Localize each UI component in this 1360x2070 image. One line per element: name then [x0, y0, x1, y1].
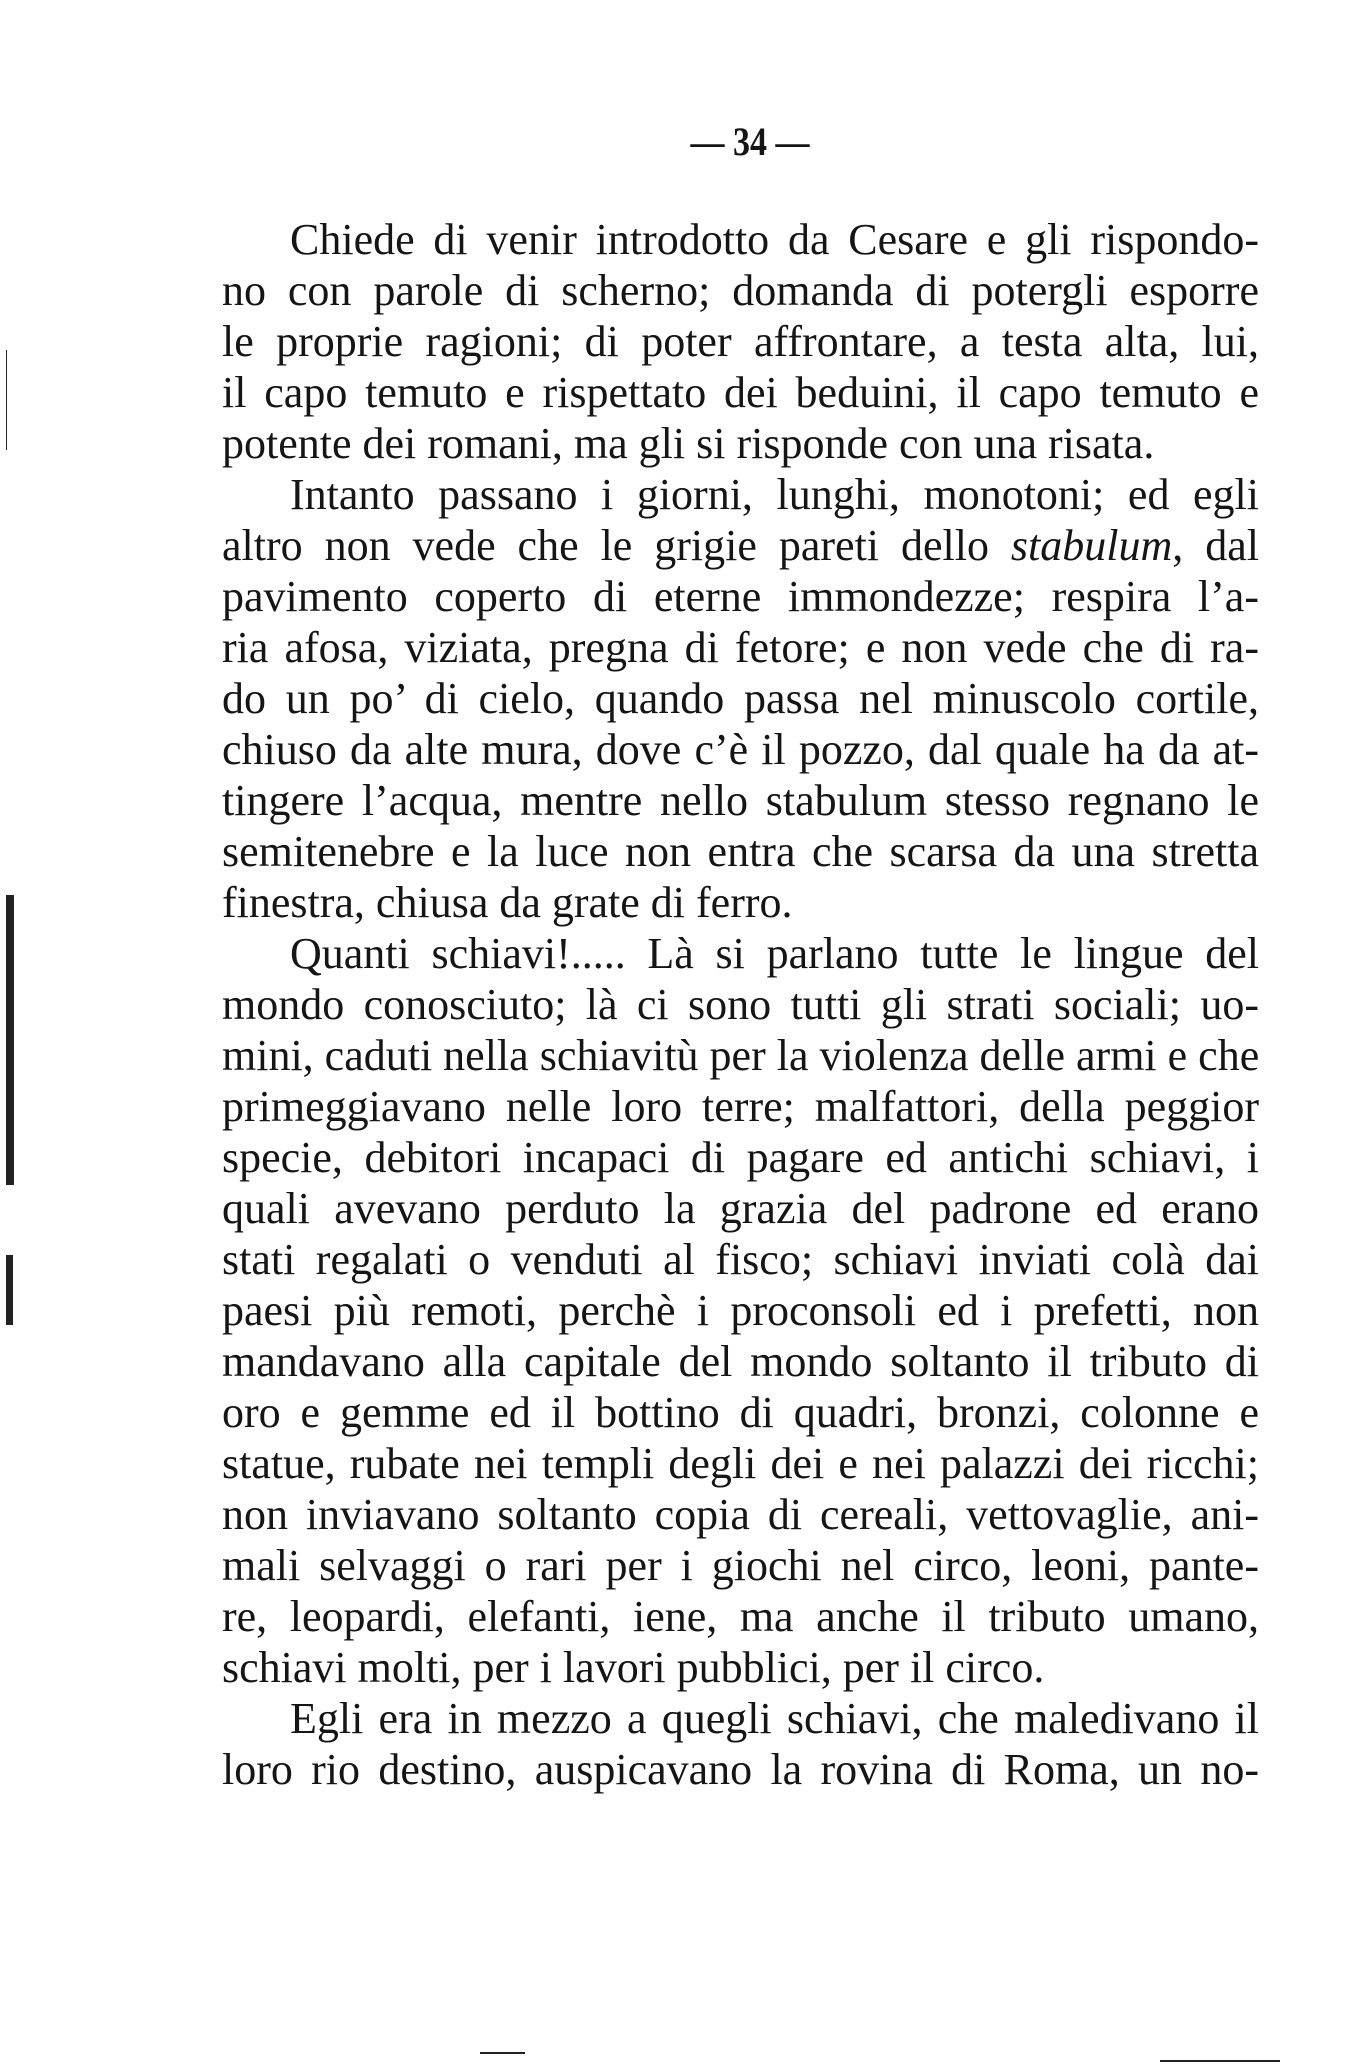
text-line [222, 775, 1259, 826]
text-line [222, 724, 1259, 775]
text-segment: altro non vede che le grigie pareti dello [222, 521, 1011, 570]
text-line [222, 1030, 1259, 1081]
text-line [222, 367, 1259, 418]
text-line [222, 1234, 1259, 1285]
text-line [222, 1081, 1259, 1132]
text-segment: Intanto passano i giorni, lunghi, monotoni; ed egli [290, 470, 1259, 519]
text-line [222, 1183, 1259, 1234]
text-segment: paesi più remoti, perchè i proconsoli ed i prefetti, non [222, 1286, 1259, 1335]
text-segment: mondo conosciuto; là ci sono tutti gli strati sociali; uo- [222, 980, 1259, 1029]
text-line [222, 928, 1259, 979]
text-segment: re, leopardi, elefanti, iene, ma anche il tributo umano, [222, 1592, 1259, 1641]
text-segment: Egli era in mezzo a quegli schiavi, che maledivano il [290, 1694, 1259, 1743]
text-segment: loro rio destino, auspicavano la rovina di Roma, un no- [222, 1745, 1259, 1794]
text-line [222, 214, 1259, 265]
text-line [222, 1132, 1259, 1183]
body-text [222, 214, 1259, 1795]
text-line [222, 1336, 1259, 1387]
text-line [222, 979, 1259, 1030]
scan-artifact [1160, 2060, 1280, 2062]
text-segment: semitenebre e la luce non entra che scarsa da una stretta [222, 827, 1259, 876]
text-segment: primeggiavano nelle loro terre; malfattori, della peggior [222, 1082, 1259, 1131]
text-line [222, 1540, 1259, 1591]
text-line [222, 571, 1259, 622]
scan-artifact [6, 1255, 13, 1325]
text-segment: mandavano alla capitale del mondo soltanto il tributo di [222, 1337, 1259, 1386]
text-segment: finestra, chiusa da grate di ferro. [222, 878, 793, 927]
text-line [222, 1285, 1259, 1336]
text-segment: specie, debitori incapaci di pagare ed antichi schiavi, i [222, 1133, 1259, 1182]
text-segment: Quanti schiavi!..... Là si parlano tutte le lingue del [290, 929, 1259, 978]
text-segment: tingere l’acqua, mentre nello stabulum stesso regnano le [222, 776, 1259, 825]
text-segment: Chiede di venir introdotto da Cesare e gli rispondo- [290, 215, 1259, 264]
text-segment: le proprie ragioni; di poter affrontare, a testa alta, lui, [222, 317, 1259, 366]
text-segment: statue, rubate nei templi degli dei e nei palazzi dei ricchi; [222, 1439, 1259, 1488]
text-line [222, 1693, 1259, 1744]
text-segment: , dal [1172, 521, 1259, 570]
text-line [222, 520, 1259, 571]
text-segment: il capo temuto e rispettato dei beduini, il capo temuto e [222, 368, 1259, 417]
text-line [222, 622, 1259, 673]
text-segment: do un po’ di cielo, quando passa nel minuscolo cortile, [222, 674, 1259, 723]
text-line [222, 1642, 1259, 1693]
text-segment: quali avevano perduto la grazia del padrone ed erano [222, 1184, 1259, 1233]
text-line [222, 673, 1259, 724]
text-segment: mali selvaggi o rari per i giochi nel circo, leoni, pante- [222, 1541, 1259, 1590]
text-segment: potente dei romani, ma gli si risponde con una risata. [222, 419, 1155, 468]
scan-artifact [6, 350, 7, 450]
text-line [222, 826, 1259, 877]
page-number: — 34 — [690, 119, 810, 164]
text-line [222, 1387, 1259, 1438]
text-line [222, 469, 1259, 520]
text-line [222, 1591, 1259, 1642]
text-line [222, 418, 1259, 469]
text-segment: oro e gemme ed il bottino di quadri, bronzi, colonne e [222, 1388, 1259, 1437]
text-segment: pavimento coperto di eterne immondezze; respira l’a- [222, 572, 1259, 621]
text-line [222, 1744, 1259, 1795]
text-line [222, 1438, 1259, 1489]
text-segment: no con parole di scherno; domanda di potergli esporre [222, 266, 1259, 315]
text-segment: schiavi molti, per i lavori pubblici, per il circo. [222, 1643, 1045, 1692]
text-segment: stati regalati o venduti al fisco; schiavi inviati colà dai [222, 1235, 1259, 1284]
scan-artifact [480, 2052, 525, 2054]
text-line [222, 316, 1259, 367]
text-line [222, 265, 1259, 316]
italic-word: stabulum [1010, 521, 1173, 570]
text-line [222, 1489, 1259, 1540]
text-segment: ria afosa, viziata, pregna di fetore; e non vede che di ra- [222, 623, 1259, 672]
text-segment: non inviavano soltanto copia di cereali, vettovaglie, ani- [222, 1490, 1259, 1539]
text-segment: mini, caduti nella schiavitù per la violenza delle armi e che [222, 1031, 1260, 1080]
scan-artifact [6, 895, 14, 1185]
text-segment: chiuso da alte mura, dove c’è il pozzo, dal quale ha da at- [222, 725, 1259, 774]
text-line [222, 877, 1259, 928]
